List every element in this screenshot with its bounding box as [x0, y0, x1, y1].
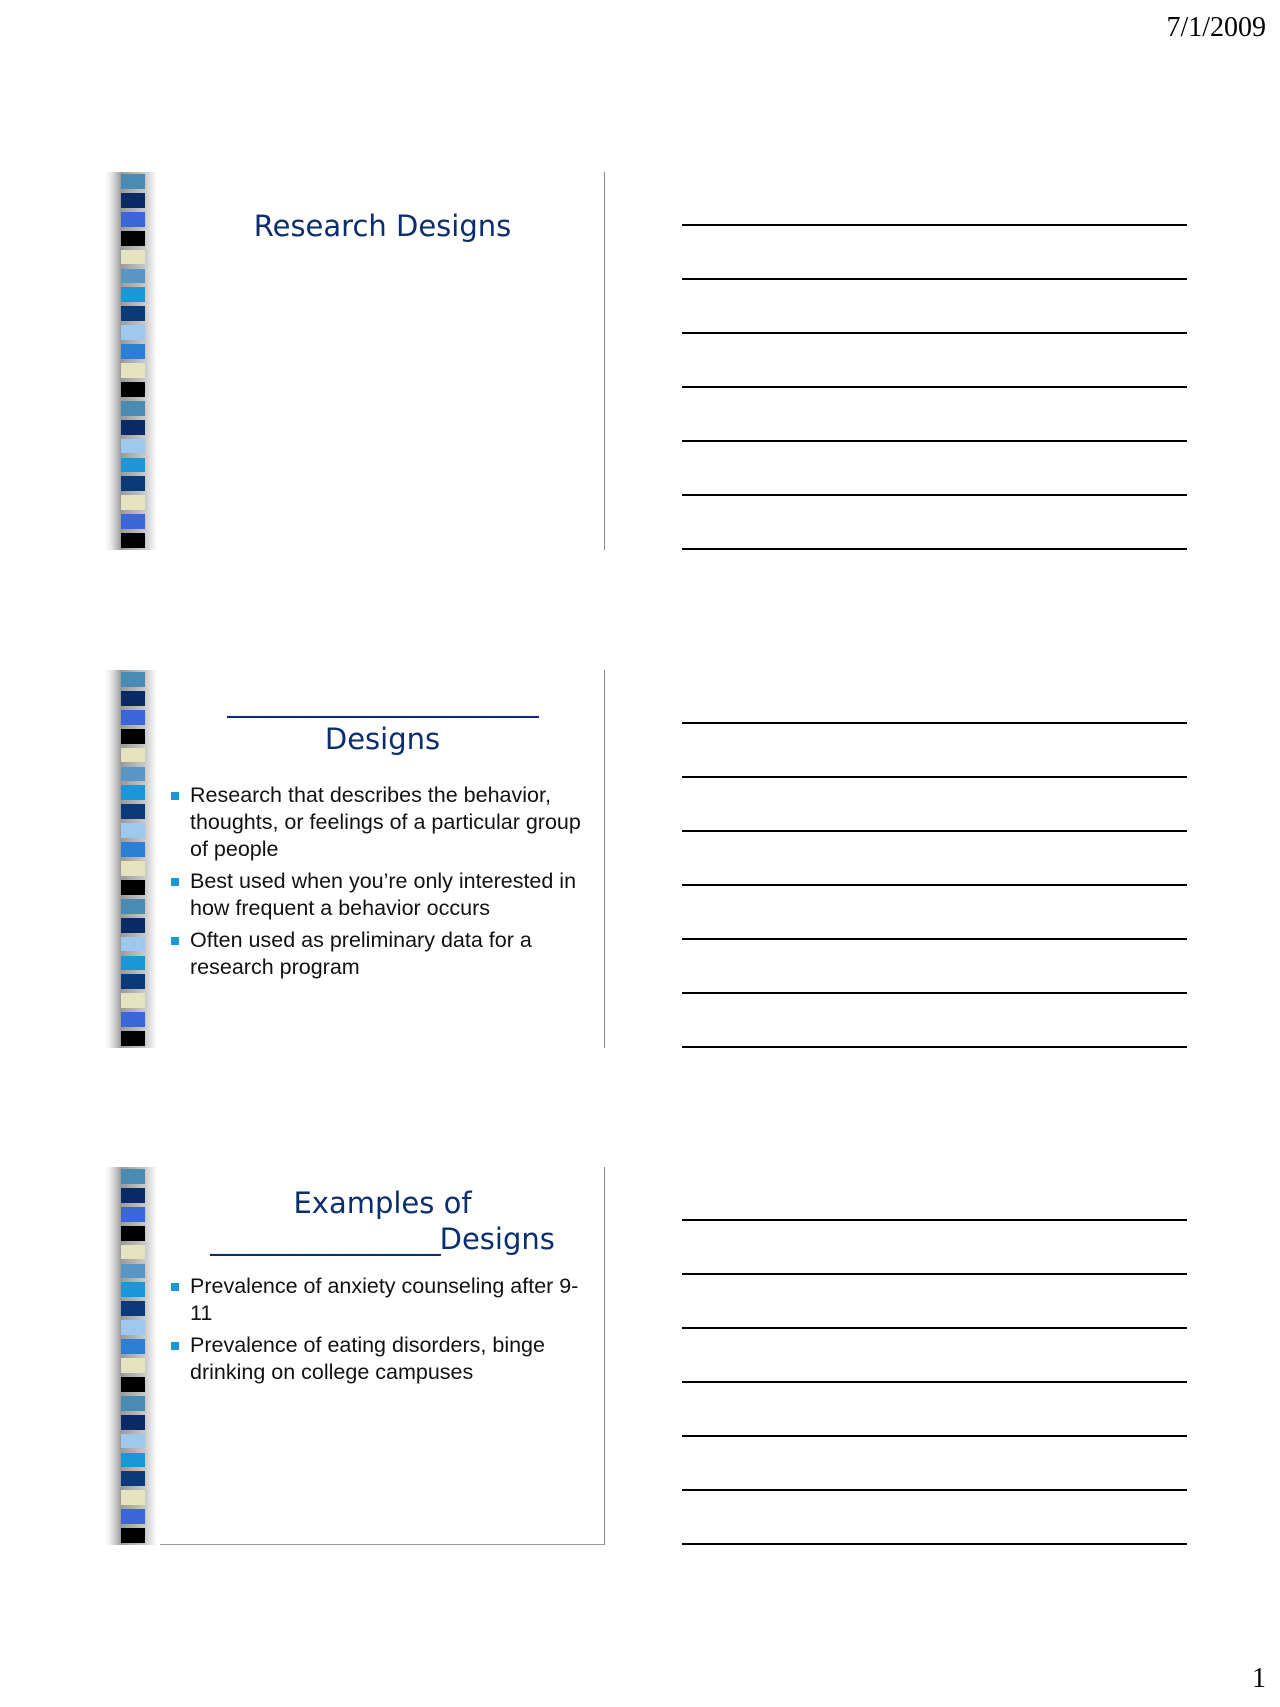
- stripe-square: [121, 785, 145, 800]
- stripe-square: [121, 231, 145, 246]
- note-line: [682, 1381, 1187, 1383]
- stripe-square: [121, 476, 145, 491]
- stripe-square: [121, 269, 145, 284]
- stripe-square: [121, 1282, 145, 1297]
- note-line: [682, 992, 1187, 994]
- stripe-square: [121, 420, 145, 435]
- stripe-square: [121, 533, 145, 548]
- stripe-square: [121, 174, 145, 189]
- stripe-square: [121, 1490, 145, 1505]
- note-line: [682, 722, 1187, 724]
- note-line: [682, 1219, 1187, 1221]
- bullet-item: Prevalence of eating disorders, binge drinking on college campuses: [170, 1332, 593, 1386]
- stripe-square: [121, 842, 145, 857]
- stripe-square: [121, 918, 145, 933]
- stripe-square: [121, 1377, 145, 1392]
- note-line: [682, 830, 1187, 832]
- stripe-square: [121, 306, 145, 321]
- stripe-square: [121, 1453, 145, 1468]
- slide-border: [604, 1167, 605, 1545]
- page-number: 1: [1252, 1663, 1266, 1694]
- stripe-square: [121, 1301, 145, 1316]
- stripe-square: [121, 710, 145, 725]
- title-text: Examples of: [293, 1186, 472, 1220]
- bullet-item: Often used as preliminary data for a research program: [170, 927, 593, 981]
- note-line: [682, 1046, 1187, 1048]
- stripe-square: [121, 748, 145, 763]
- stripe-square: [121, 974, 145, 989]
- bullet-square-icon: [171, 1283, 179, 1291]
- stripe-square: [121, 1012, 145, 1027]
- stripe-square: [121, 861, 145, 876]
- stripe-square: [121, 250, 145, 265]
- note-line: [682, 1327, 1187, 1329]
- stripe-square: [121, 1188, 145, 1203]
- note-line: [682, 1489, 1187, 1491]
- stripe-square: [121, 439, 145, 454]
- slide-border: [160, 1544, 605, 1545]
- stripe-square: [121, 458, 145, 473]
- stripe-square: [121, 1358, 145, 1373]
- stripe-square: [121, 212, 145, 227]
- slide-title: Research Designs: [253, 209, 512, 243]
- stripe-square: [121, 767, 145, 782]
- note-line: [682, 440, 1187, 442]
- stripe-square: [121, 287, 145, 302]
- note-line: [682, 386, 1187, 388]
- slide-2: [105, 670, 605, 1048]
- slide-title: [170, 682, 595, 758]
- stripe-square: [121, 1264, 145, 1279]
- bullet-square-icon: [171, 937, 179, 945]
- note-line: [682, 494, 1187, 496]
- stripe-square: [121, 1320, 145, 1335]
- stripe-square: [121, 344, 145, 359]
- title-text: Designs: [324, 722, 441, 756]
- stripe-square: [121, 1339, 145, 1354]
- stripe-square: [121, 1471, 145, 1486]
- stripe-square: [121, 804, 145, 819]
- slide-border: [604, 670, 605, 1048]
- stripe-square: [121, 823, 145, 838]
- stripe-square: [121, 729, 145, 744]
- title-blank: _______________________: [227, 684, 538, 718]
- stripe-square: [121, 495, 145, 510]
- bullet-list: [170, 782, 593, 986]
- stripe-square: [121, 937, 145, 952]
- note-line: [682, 1543, 1187, 1545]
- bullet-list: [170, 1273, 593, 1391]
- stripe-square: [121, 672, 145, 687]
- stripe-square: [121, 1245, 145, 1260]
- stripe-square: [121, 1226, 145, 1241]
- stripe-square: [121, 193, 145, 208]
- stripe-square: [121, 514, 145, 529]
- stripe-square: [121, 899, 145, 914]
- note-line: [682, 332, 1187, 334]
- title-blank: _________________: [210, 1222, 440, 1256]
- stripe-square: [121, 1031, 145, 1046]
- slide-border: [604, 172, 605, 550]
- bullet-item: Best used when you’re only interested in how frequent a behavior occurs: [170, 868, 593, 922]
- stripe-square: [121, 956, 145, 971]
- note-line: [682, 884, 1187, 886]
- note-line: [682, 938, 1187, 940]
- stripe-square: [121, 363, 145, 378]
- stripe-square: [121, 691, 145, 706]
- note-line: [682, 1273, 1187, 1275]
- stripe-square: [121, 1207, 145, 1222]
- bullet-item: Prevalence of anxiety counseling after 9-11: [170, 1273, 593, 1327]
- page-date: 7/1/2009: [1166, 12, 1266, 43]
- stripe-square: [121, 880, 145, 895]
- stripe-square: [121, 1415, 145, 1430]
- stripe-square: [121, 382, 145, 397]
- bullet-square-icon: [171, 878, 179, 886]
- stripe-square: [121, 1396, 145, 1411]
- note-line: [682, 776, 1187, 778]
- bullet-square-icon: [171, 1342, 179, 1350]
- stripe-square: [121, 1169, 145, 1184]
- slide-title: [170, 1185, 595, 1257]
- note-line: [682, 1435, 1187, 1437]
- stripe-square: [121, 1528, 145, 1543]
- slide-1: [105, 172, 605, 550]
- slide-3: [105, 1167, 605, 1545]
- bullet-item: Research that describes the behavior, thoughts, or feelings of a particular group of people: [170, 782, 593, 863]
- note-line: [682, 278, 1187, 280]
- stripe-square: [121, 1509, 145, 1524]
- title-text: _________________Designs: [210, 1222, 555, 1256]
- stripe-square: [121, 993, 145, 1008]
- note-line: [682, 224, 1187, 226]
- slide-stripe-decoration: [105, 172, 157, 550]
- stripe-square: [121, 1434, 145, 1449]
- bullet-square-icon: [171, 792, 179, 800]
- stripe-square: [121, 401, 145, 416]
- slide-stripe-decoration: [105, 1167, 157, 1545]
- stripe-square: [121, 325, 145, 340]
- slide-stripe-decoration: [105, 670, 157, 1048]
- note-line: [682, 548, 1187, 550]
